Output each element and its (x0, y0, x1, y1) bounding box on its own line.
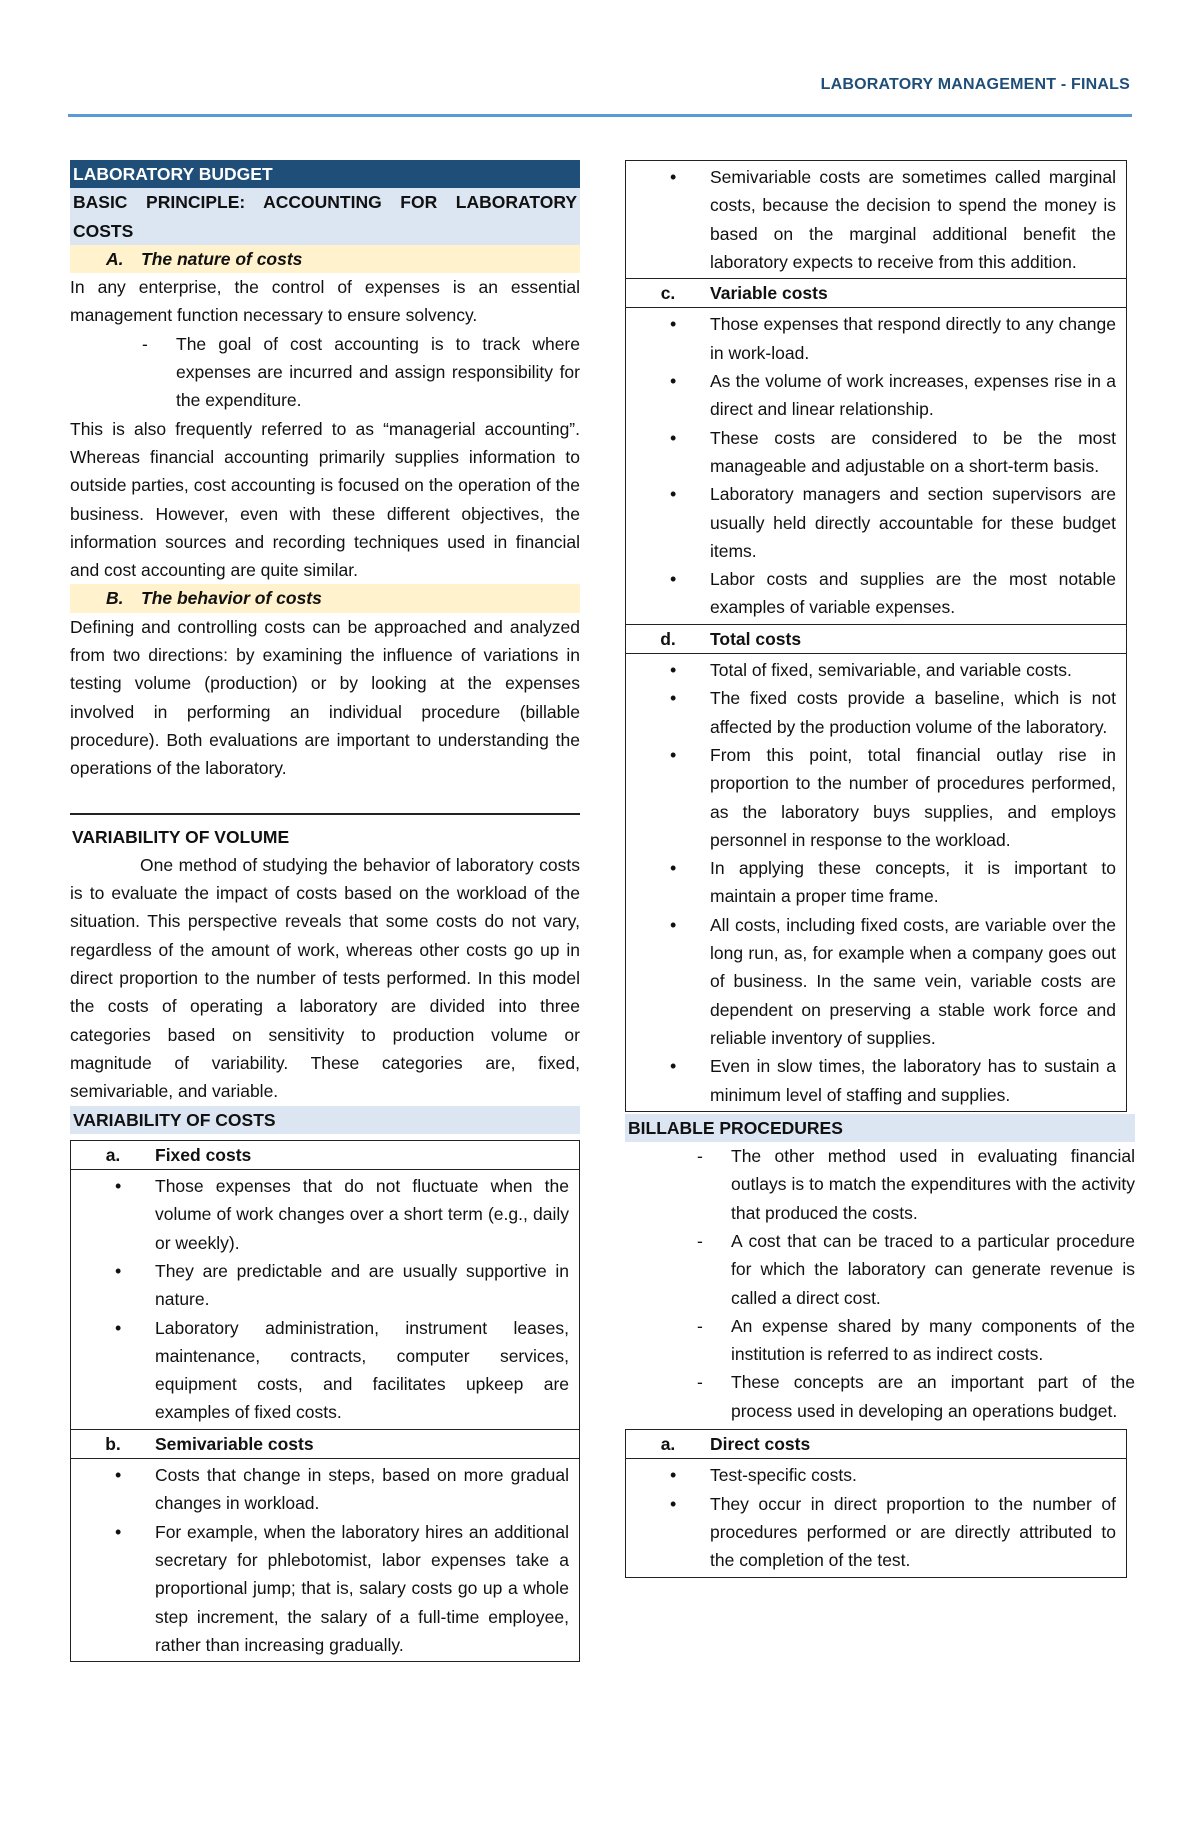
list-item: • Semivariable costs are sometimes called marginal costs, because the decision to spend the money is based on the marginal additional benefit the laboratory expects to receive from this addition. (670, 167, 1116, 272)
semivariable-costs-box (70, 1430, 580, 1662)
bullet-list-direct (626, 1459, 1126, 1576)
list-item: - The goal of cost accounting is to track where expenses are incurred and assign responsibility for the expenditure. (142, 333, 580, 411)
list-item: • Laboratory administration, instrument leases, maintenance, contracts, computer services, equipment costs, and facilitates upkeep are examples of fixed costs. (115, 1317, 569, 1423)
subheading-letter: B. (106, 588, 124, 609)
fixed-costs-box (70, 1140, 580, 1430)
list-item: • Laboratory managers and section supervisors are usually held directly accountable for these budget items. (670, 484, 1116, 561)
subheading-text: The behavior of costs (141, 588, 322, 609)
bullet-list-semivariable-cont (626, 161, 1126, 278)
heading-billable-procedures: BILLABLE PROCEDURES (625, 1114, 1135, 1142)
subheading-text: The nature of costs (141, 248, 303, 269)
list-item: • They occur in direct proportion to the number of procedures performed or are directly attributed to the completion of the test. (670, 1493, 1116, 1571)
subheading-behavior-of-costs (70, 584, 580, 612)
list-item: • They are predictable and are usually supportive in nature. (115, 1260, 569, 1310)
dash-list-billable (625, 1142, 1135, 1425)
page-header (68, 72, 1132, 117)
direct-costs-box (625, 1429, 1127, 1577)
box-heading: a. Direct costs (626, 1430, 1126, 1459)
list-item: • Test-specific costs. (670, 1465, 857, 1486)
bullet-list-total (626, 654, 1126, 1111)
list-item: - These concepts are an important part of the process used in developing an operations budget. (697, 1372, 1135, 1421)
list-item: • Labor costs and supplies are the most notable examples of variable expenses. (670, 569, 1116, 618)
box-heading: b. Semivariable costs (71, 1430, 579, 1459)
box-heading: d. Total costs (626, 625, 1126, 654)
list-item: • Total of fixed, semivariable, and variable costs. (670, 660, 1072, 681)
paragraph-managerial: This is also frequently referred to as “managerial accounting”. Whereas financial accounting primarily supplies information to outside parties, cost accounting is focused on the operation of the business. However, even with these different objectives, the information sources and recording techniques used in financial and cost accounting are quite similar. (70, 418, 580, 581)
list-item: • The fixed costs provide a baseline, which is not affected by the production volume of the laboratory. (670, 688, 1116, 737)
list-item: • In applying these concepts, it is important to maintain a proper time frame. (670, 858, 1116, 907)
bullet-list-fixed (71, 1170, 579, 1429)
list-item: - A cost that can be traced to a particular procedure for which the laboratory can generate revenue is called a direct cost. (697, 1230, 1135, 1308)
heading-variability-of-costs: VARIABILITY OF COSTS (70, 1106, 580, 1134)
list-item: • Costs that change in steps, based on more gradual changes in workload. (115, 1465, 569, 1514)
list-item: • These costs are considered to be the most manageable and adjustable on a short-term basis. (670, 427, 1116, 476)
right-column (625, 160, 1135, 1578)
list-item: • All costs, including fixed costs, are variable over the long run, as, for example when a company goes out of business. In the same vein, variable costs are dependent on preserving a stable work force and reliable inventory of supplies. (670, 914, 1116, 1048)
list-item: • Those expenses that respond directly to any change in work-load. (670, 314, 1116, 363)
list-item: • Those expenses that do not fluctuate when the volume of work changes over a short term (e.g., daily or weekly). (115, 1176, 569, 1253)
paragraph-behavior: Defining and controlling costs can be approached and analyzed from two directions: by examining the influence of variations in testing volume (production) or by looking at the expenses involved in performing an individual procedure (billable procedure). Both evaluations are important to understanding the operations of the laboratory. (70, 616, 580, 779)
subheading-nature-of-costs (70, 245, 580, 273)
list-item: - The other method used in evaluating financial outlays is to match the expenditures with the activity that produced the costs. (697, 1146, 1135, 1223)
bullet-list-variable (626, 308, 1126, 623)
paragraph-volume: One method of studying the behavior of laboratory costs is to evaluate the impact of costs based on the workload of the situation. This perspective reveals that some costs do not vary, regardless of the amount of work, whereas other costs go up in direct proportion to the number of tests performed. In this model the costs of operating a laboratory are divided into three categories based on sensitivity to production volume or magnitude of variability. These categories are, fixed, semivariable, and variable. (70, 854, 580, 1102)
subheading-letter: A. (106, 248, 124, 269)
basic-principle-heading: BASIC PRINCIPLE: ACCOUNTING FOR LABORATORY COSTS (70, 188, 580, 245)
box-heading: a. Fixed costs (71, 1141, 579, 1170)
divider (70, 813, 580, 815)
list-item: - An expense shared by many components of the institution is referred to as indirect costs. (697, 1315, 1135, 1365)
box-heading: c. Variable costs (626, 279, 1126, 308)
header-title: LABORATORY MANAGEMENT - FINALS (820, 76, 1130, 93)
variable-costs-box (625, 279, 1127, 625)
list-item: • From this point, total financial outlay rise in proportion to the number of procedures performed, as the laboratory buys supplies, and employs personnel in response to the workload. (670, 744, 1116, 850)
list-item: • For example, when the laboratory hires an additional secretary for phlebotomist, labor expenses take a proportional jump; that is, salary costs go up a whole step increment, the salary of a full-time employee, rather than increasing gradually. (115, 1521, 569, 1655)
heading-variability-of-volume: VARIABILITY OF VOLUME (72, 826, 290, 847)
section-title-laboratory-budget: LABORATORY BUDGET (70, 160, 580, 188)
left-column (70, 160, 580, 1662)
semivariable-continued-box (625, 160, 1127, 279)
paragraph-nature: In any enterprise, the control of expenses is an essential management function necessary to ensure solvency. (70, 277, 580, 326)
dash-list-nature (70, 330, 580, 415)
list-item: • As the volume of work increases, expenses rise in a direct and linear relationship. (670, 371, 1116, 420)
bullet-list-semivariable (71, 1459, 579, 1661)
list-item: • Even in slow times, the laboratory has to sustain a minimum level of staffing and supplies. (670, 1056, 1116, 1105)
total-costs-box (625, 625, 1127, 1112)
